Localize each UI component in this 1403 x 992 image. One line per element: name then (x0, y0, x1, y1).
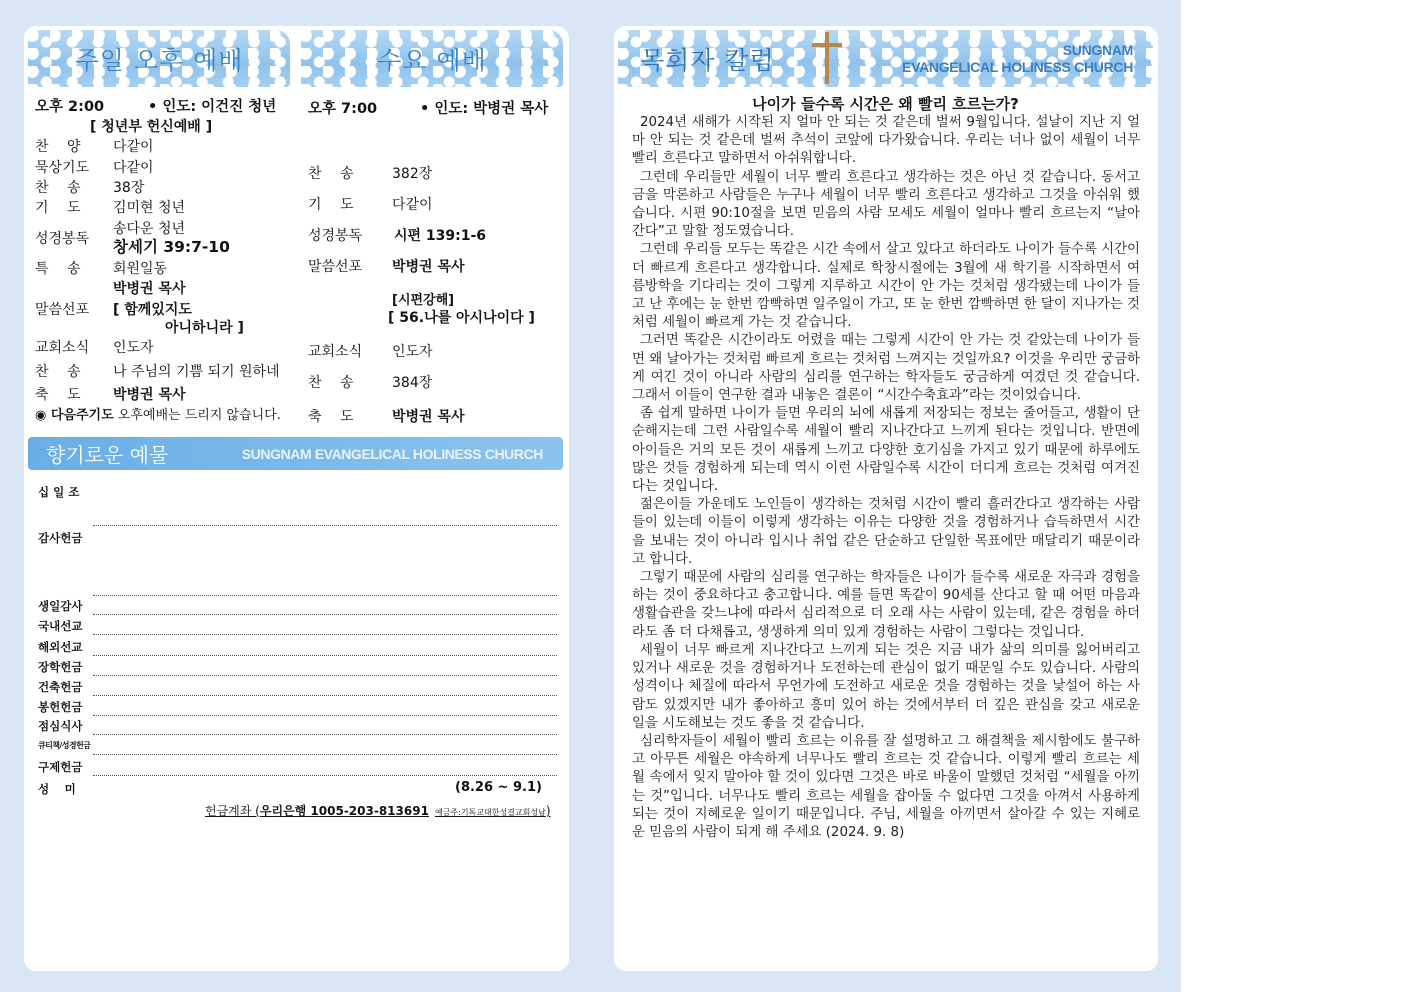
offering-scholarship-label: 장학헌금 (38, 660, 83, 674)
offering-line (93, 655, 557, 656)
column-paragraph: 그렇기 때문에 사람의 심리를 연구하는 학자들은 나이가 들수록 새로운 자극과 경험을 하는 것이 중요하다고 충고합니다. 예를 들면 똑같이 90세를 산다고 할 때 어떤 마음과 생활습관을 갖느냐에 따라서 심리적으로 더 오래 사는 사람이 있는데, 같은 경험을 하더라도 좀 더 다채롭고, 생생하게 의미 있게 경험하는 사람이 그렇다는 것입니다. (632, 570, 1140, 640)
offering-header (28, 437, 563, 470)
offering-line (93, 754, 557, 755)
offering-line (93, 634, 557, 635)
offering-line (93, 715, 557, 716)
sunday-sermon-title-2: 아니하니라 ] (165, 320, 244, 336)
offering-lunch-label: 점심식사 (38, 719, 83, 733)
column-paragraph: 세월이 너무 빠르게 지나간다고 느끼게 되는 것은 지금 내가 삶의 의미를 잃어버리고 있거나 새로운 것을 경험하거나 도전하는데 관심이 없기 때문일 수도 있습니다. 사람의 성격이나 체질에 따라서 무언가에 도전하고 새로운 것을 경험하는 것을 낯설어 하는 사람도 있겠지만 내가 좋아하고 흥미 있어 하는 것에서부터 더 깊은 관심을 갖고 새로운 일을 시도해보는 것도 좋을 것 같습니다. (632, 642, 1140, 731)
sunday-leader: • 인도: 이건진 청년 (148, 99, 277, 115)
column-header-title: 목회자 칼럼 (640, 45, 775, 75)
offering-account: 헌금계좌 (우리은행 1005-203-813691 예금주:기독교대한성결교회성남) (205, 804, 551, 818)
wednesday-service-header: 수요 예배 (301, 30, 563, 87)
column-body (632, 114, 1140, 842)
wednesday-leader: • 인도: 박병권 목사 (420, 101, 549, 117)
column-paragraph: 그런데 우리들 모두는 똑같은 시간 속에서 살고 있다고 하더라도 나이가 들수록 시간이 더 빠르게 흐른다고 생각합니다. 실제로 학창시절에는 3월에 새 학기를 시작하면서 여름방학을 기다리는 것이 그렇게 지루하고 시간이 안 가는 것처럼 생각됐는데 나이가 들고 난 후에는 눈 한번 깜빡하면 일주일이 가고, 또 눈 한번 깜빡하면 한 달이 지나가는 것처럼 세월이 빠르게 가는 것 같습니다. (632, 242, 1140, 331)
offering-line (93, 734, 557, 735)
offering-qt-bible-label: 큐티책/성경헌금 (38, 741, 91, 750)
offering-church-name: SUNGNAM EVANGELICAL HOLINESS CHURCH (241, 445, 543, 462)
offering-building-label: 건축헌금 (38, 680, 83, 694)
left-panel (24, 26, 569, 971)
column-title: 나이가 들수록 시간은 왜 빨리 흐르는가? (752, 95, 1019, 113)
sunday-sermon-title-1: [ 함께있지도 (113, 302, 192, 318)
sunday-time: 오후 2:00 (35, 99, 105, 115)
sunday-special-pastor: 박병권 목사 (113, 281, 186, 297)
wednesday-sermon-series: [시편강해] (392, 293, 455, 308)
offering-title: 향기로운 예물 (46, 443, 169, 467)
sunday-note: ◉ 다음주기도 오후예배는 드리지 않습니다. (35, 408, 281, 423)
sunday-subtitle: [ 청년부 헌신예배 ] (90, 119, 213, 135)
offering-line (93, 525, 557, 526)
offering-thanks-label: 감사헌금 (38, 531, 83, 545)
offering-dedication-label: 봉헌헌금 (38, 700, 83, 714)
column-paragraph: 젊은이들 가운데도 노인들이 생각하는 것처럼 시간이 빨리 흘러간다고 생각하는 사람들이 있는데 이들이 이렇게 생각하는 이유는 다양한 것을 경험하거나 습득하면서 시간을 보내는 것이 아니라 입시나 취업 같은 단순하고 단일한 목표에만 매달리기 때문이라고 합니다. (632, 497, 1140, 567)
sunday-special-performer: 회원일동 (113, 261, 168, 277)
offering-relief-label: 구제헌금 (38, 760, 83, 774)
offering-period: (8.26 ~ 9.1) (455, 780, 542, 795)
cross-icon (812, 32, 842, 84)
column-paragraph: 심리학자들이 세월이 빨리 흐르는 이유를 잘 설명하고 그 해결책을 제시함에도 불구하고 아무튼 세월은 야속하게 너무나도 빨리 흐르는 것 같습니다. 이렇게 빨리 흐르는 세월 속에서 잊지 말아야 할 것이 있다면 그것은 바로 바울이 말했던 것처럼 “세월을 아끼는 것”입니다. 너무나도 빨리 흐르는 세월을 잡아둘 수 없다면 그것을 아껴서 사용하게 되는 것이 지혜로운 일이기 때문입니다. 주님, 세월을 아끼면서 살아갈 수 있는 지혜로운 믿음의 사람이 되게 해 주세요 (2024. 9. 8) (632, 733, 1140, 840)
offering-line (93, 614, 557, 615)
offering-birthday-label: 생일감사 (38, 599, 83, 613)
offering-line (93, 595, 557, 596)
offering-rice-label: 성 미 (38, 782, 76, 796)
column-church-name: SUNGNAM EVANGELICAL HOLINESS CHURCH (902, 42, 1133, 75)
wednesday-time: 오후 7:00 (308, 101, 378, 117)
column-paragraph: 2024년 새해가 시작된 지 얼마 안 되는 것 같은데 벌써 9월입니다. 설날이 지난 지 얼마 안 되는 것 같은데 벌써 추석이 코앞에 다가왔습니다. 우리는 너나 없이 세월이 너무 빨리 흐른다고 말하면서 아쉬워합니다. (632, 115, 1140, 167)
column-paragraph: 좀 쉽게 말하면 나이가 들면 우리의 뇌에 새롭게 저장되는 정보는 줄어들고, 생활이 단순해지는데 그런 사람일수록 세월이 빨리 지나간다고 느끼게 된다는 것입니다. 반면에 아이들은 거의 모든 것이 새롭게 느끼고 다양한 호기심을 가지고 있기 때문에 하루에도 많은 것들 경험하게 되는데 역시 이런 사람일수록 시간이 더디게 흐르는 것처럼 여겨진다는 것입니다. (632, 406, 1140, 495)
offering-foreign-mission-label: 해외선교 (38, 640, 83, 654)
offering-domestic-mission-label: 국내선교 (38, 619, 83, 633)
sunday-scripture-ref: 창세기 39:7-10 (113, 238, 230, 256)
offering-tithe-label: 십 일 조 (38, 485, 80, 499)
offering-line (93, 695, 557, 696)
column-paragraph: 그러면 똑같은 시간이라도 어렸을 때는 그렇게 시간이 안 가는 것 같았는데 나이가 들면 왜 날아가는 것처럼 빠르게 흐르는 것처럼 느껴지는 것일까요? 이것을 우리만 궁금하게 여긴 것이 아니라 사람의 심리를 연구하는 학자들도 궁금하게 여겼던 것 같습니다. 그래서 이들이 연구한 결과 내놓은 결론이 “시간수축효과”라는 것이었습니다. (632, 333, 1140, 404)
wednesday-sermon-title: [ 56.나를 아시나이다 ] (388, 310, 535, 326)
column-header (618, 30, 1153, 87)
sunday-scripture-reader: 송다운 청년 (113, 221, 186, 237)
sunday-service-header: 주일 오후 예배 (28, 30, 290, 87)
offering-line (93, 675, 557, 676)
offering-line (93, 775, 557, 776)
column-paragraph: 그런데 우리들만 세월이 너무 빨리 흐른다고 생각하는 것은 아닌 것 같습니다. 동서고금을 막론하고 사람들은 누구나 세월이 너무 빨리 흐른다고 생각하고 그것을 아쉬워 했습니다. 시편 90:10절을 보면 믿음의 사람 모세도 세월이 얼마나 빨리 흐르는지 “날아간다”고 말할 정도였습니다. (632, 169, 1140, 240)
